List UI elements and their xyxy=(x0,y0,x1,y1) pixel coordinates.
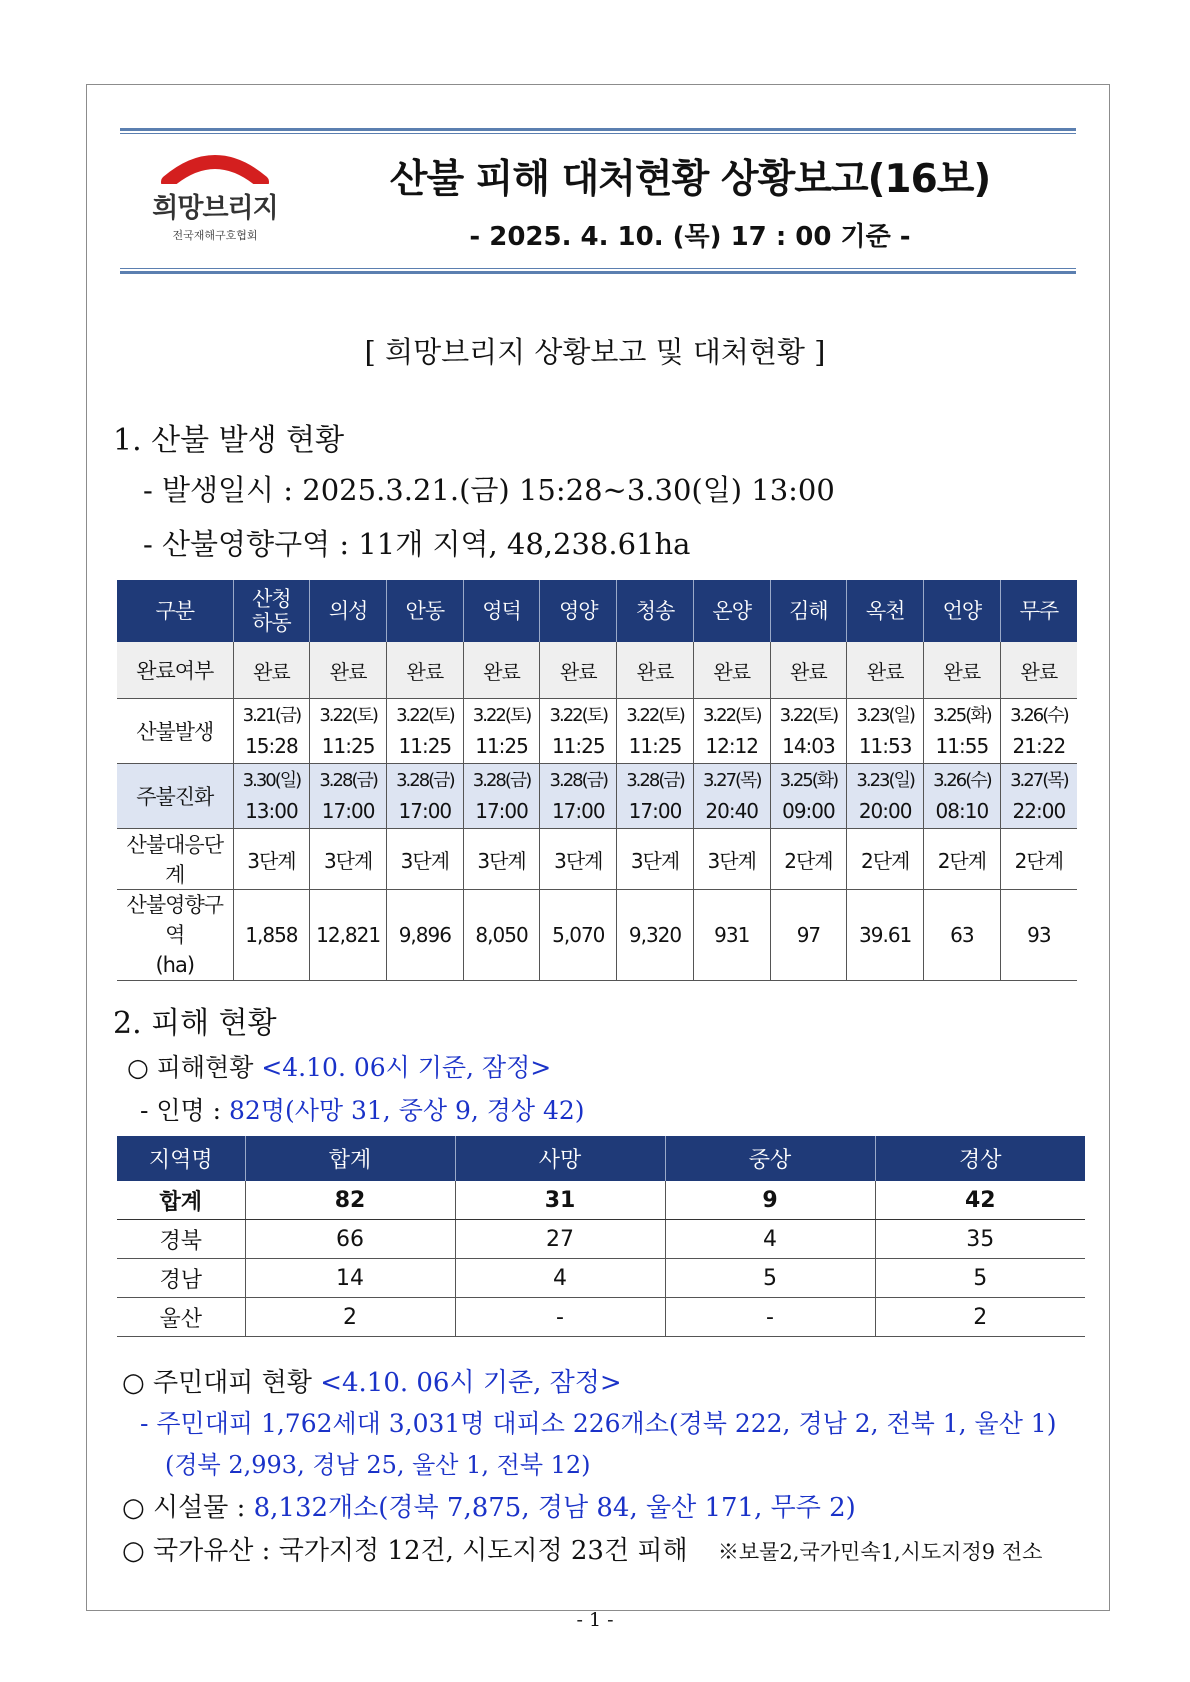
done-cell: 완료 xyxy=(1000,642,1077,699)
region-header xyxy=(1000,580,1077,642)
done-cell: 완료 xyxy=(617,642,694,699)
casualty-table xyxy=(117,1136,1085,1337)
area-cell: 97 xyxy=(770,890,847,981)
main-fire-cell-time: 17:00 xyxy=(551,799,605,823)
occur-cell-date: 3.21(금) xyxy=(242,705,301,726)
done-cell: 완료 xyxy=(693,642,770,699)
main-fire-cell xyxy=(847,764,924,829)
area-cell: 9,320 xyxy=(617,890,694,981)
casualty-cell: - xyxy=(455,1298,665,1337)
occur-cell-date: 3.23(일) xyxy=(856,705,914,726)
area-cell: 5,070 xyxy=(540,890,617,981)
occur-cell-time: 11:25 xyxy=(475,734,528,758)
region-header xyxy=(847,580,924,642)
done-cell: 완료 xyxy=(463,642,540,699)
stage-cell: 3단계 xyxy=(540,829,617,890)
area-cell: 1,858 xyxy=(233,890,310,981)
main-fire-cell-time: 17:00 xyxy=(475,799,528,823)
occur-cell-time: 11:25 xyxy=(551,734,605,758)
occur-cell xyxy=(770,699,847,764)
casualty-header: 중상 xyxy=(665,1136,875,1181)
s2-heading: 2. 피해 현황 xyxy=(113,1006,277,1041)
occur-cell xyxy=(924,699,1001,764)
main-fire-cell-date: 3.28(금) xyxy=(472,770,531,791)
area-cell: 39.61 xyxy=(847,890,924,981)
stage-cell: 2단계 xyxy=(924,829,1001,890)
casualty-cell: 2 xyxy=(875,1298,1085,1337)
casualty-header: 사망 xyxy=(455,1136,665,1181)
main-fire-cell-date: 3.28(금) xyxy=(549,770,608,791)
casualty-cell: 35 xyxy=(875,1220,1085,1259)
occur-cell-time: 15:28 xyxy=(245,734,298,758)
done-cell: 완료 xyxy=(310,642,387,699)
s1-affected-area: - 산불영향구역 : 11개 지역, 48,238.61ha xyxy=(143,527,691,561)
region-name: 영덕 xyxy=(482,598,521,623)
damage-basis: <4.10. 06시 기준, 잠정> xyxy=(261,1053,552,1082)
row-label: 완료여부 xyxy=(117,642,233,699)
occur-cell-date: 3.22(토) xyxy=(779,705,838,726)
main-fire-cell xyxy=(540,764,617,829)
casualty-cell: 경남 xyxy=(117,1259,245,1298)
section-title: [ 희망브리지 상황보고 및 대처현황 ] xyxy=(364,335,826,369)
region-header xyxy=(233,580,310,642)
s1-heading: 1. 산불 발생 현황 xyxy=(113,423,345,458)
fire-table-row-main xyxy=(117,764,1077,829)
occur-cell xyxy=(386,699,463,764)
main-fire-cell-date: 3.28(금) xyxy=(396,770,454,791)
occur-cell-date: 3.22(토) xyxy=(319,705,377,726)
main-fire-cell-time: 09:00 xyxy=(782,799,835,823)
done-cell: 완료 xyxy=(924,642,1001,699)
occur-cell-date: 3.25(화) xyxy=(933,705,991,726)
casualty-cell: 5 xyxy=(875,1259,1085,1298)
casualty-cell: 82 xyxy=(245,1181,455,1220)
main-fire-cell xyxy=(617,764,694,829)
heritage-line xyxy=(122,1530,1042,1567)
fire-table-row-done xyxy=(117,642,1077,699)
casualty-cell: 4 xyxy=(665,1220,875,1259)
logo-arc-icon xyxy=(160,150,270,184)
casualty-header: 지역명 xyxy=(117,1136,245,1181)
main-fire-cell-date: 3.28(금) xyxy=(626,770,684,791)
fire-table-row-occur xyxy=(117,699,1077,764)
fire-status-table xyxy=(117,580,1077,981)
casualty-cell: 9 xyxy=(665,1181,875,1220)
fire-table-header-row xyxy=(117,580,1077,642)
region-header xyxy=(463,580,540,642)
done-cell: 완료 xyxy=(847,642,924,699)
stage-cell: 3단계 xyxy=(617,829,694,890)
occur-cell-date: 3.22(토) xyxy=(396,705,454,726)
done-cell: 완료 xyxy=(770,642,847,699)
main-fire-cell-time: 13:00 xyxy=(245,799,298,823)
occur-cell xyxy=(310,699,387,764)
occur-cell-time: 11:25 xyxy=(628,734,682,758)
main-fire-cell-time: 17:00 xyxy=(628,799,682,823)
region-header xyxy=(386,580,463,642)
casualty-cell: 14 xyxy=(245,1259,455,1298)
table-row xyxy=(117,1220,1085,1259)
main-fire-cell xyxy=(386,764,463,829)
occur-cell-date: 3.22(토) xyxy=(472,705,531,726)
main-fire-cell-time: 20:40 xyxy=(705,799,759,823)
main-fire-cell xyxy=(693,764,770,829)
table-row xyxy=(117,1298,1085,1337)
area-cell: 93 xyxy=(1000,890,1077,981)
region-header xyxy=(693,580,770,642)
fire-table-row-area xyxy=(117,890,1077,981)
main-fire-cell-date: 3.28(금) xyxy=(319,770,377,791)
area-cell: 63 xyxy=(924,890,1001,981)
heritage-note: ※보물2,국가민속1,시도지정9 전소 xyxy=(717,1540,1043,1564)
people-value: 82명(사망 31, 중상 9, 경상 42) xyxy=(229,1096,585,1125)
main-fire-cell xyxy=(1000,764,1077,829)
main-fire-cell xyxy=(924,764,1001,829)
row-label-main: 산불영향구역 xyxy=(126,893,223,947)
page-number: - 1 - xyxy=(576,1609,614,1631)
region-name: 김해 xyxy=(789,598,828,623)
evac-line xyxy=(122,1362,622,1399)
people-line xyxy=(140,1091,585,1127)
occur-cell xyxy=(463,699,540,764)
main-fire-cell-date: 3.23(일) xyxy=(856,770,914,791)
casualty-header: 합계 xyxy=(245,1136,455,1181)
casualty-cell: 울산 xyxy=(117,1298,245,1337)
stage-cell: 3단계 xyxy=(310,829,387,890)
hopebridge-logo xyxy=(140,150,290,250)
casualty-cell: 2 xyxy=(245,1298,455,1337)
facility-line xyxy=(122,1487,856,1524)
casualty-cell: 5 xyxy=(665,1259,875,1298)
logo-subtitle: 전국재해구호협회 xyxy=(172,229,258,242)
stage-cell: 2단계 xyxy=(770,829,847,890)
region-name: 의성 xyxy=(328,598,368,623)
occur-cell xyxy=(693,699,770,764)
occur-cell-date: 3.22(토) xyxy=(549,705,608,726)
casualty-cell: 경북 xyxy=(117,1220,245,1259)
main-fire-cell-date: 3.27(목) xyxy=(702,770,761,791)
region-name: 옥천 xyxy=(865,598,905,623)
stage-cell: 2단계 xyxy=(847,829,924,890)
evac-detail-2: (경북 2,993, 경남 25, 울산 1, 전북 12) xyxy=(165,1451,591,1479)
occur-cell-time: 11:25 xyxy=(321,734,375,758)
main-fire-cell-time: 17:00 xyxy=(398,799,452,823)
report-date: - 2025. 4. 10. (목) 17 : 00 기준 - xyxy=(469,222,911,252)
occur-cell-time: 14:03 xyxy=(782,734,835,758)
region-name: 언양 xyxy=(942,598,982,623)
main-fire-cell-date: 3.26(수) xyxy=(933,770,991,791)
evac-label: ○ 주민대피 현황 xyxy=(122,1368,312,1398)
occur-cell-time: 21:22 xyxy=(1012,734,1066,758)
header-rule-top xyxy=(120,128,1076,134)
stage-cell: 3단계 xyxy=(693,829,770,890)
casualty-cell: 27 xyxy=(455,1220,665,1259)
occur-cell-date: 3.26(수) xyxy=(1010,705,1068,726)
occur-cell xyxy=(1000,699,1077,764)
row-label: 주불진화 xyxy=(117,764,233,829)
facility-value: 8,132개소(경북 7,875, 경남 84, 울산 171, 무주 2) xyxy=(253,1493,856,1523)
stage-cell: 3단계 xyxy=(386,829,463,890)
casualty-cell: 42 xyxy=(875,1181,1085,1220)
region-name: 청송 xyxy=(635,598,675,623)
region-header xyxy=(617,580,694,642)
casualty-header-row xyxy=(117,1136,1085,1181)
occur-cell xyxy=(617,699,694,764)
fire-table-row-stage xyxy=(117,829,1077,890)
report-title: 산불 피해 대처현황 상황보고(16보) xyxy=(389,157,991,202)
occur-cell-time: 12:12 xyxy=(705,734,759,758)
region-header xyxy=(770,580,847,642)
casualty-cell: 합계 xyxy=(117,1181,245,1220)
damage-line xyxy=(127,1048,551,1084)
area-cell: 9,896 xyxy=(386,890,463,981)
row-label-unit: (ha) xyxy=(155,953,195,977)
region-name: 하동 xyxy=(252,611,291,635)
occur-cell xyxy=(847,699,924,764)
occur-cell-date: 3.22(토) xyxy=(702,705,761,726)
region-name: 온양 xyxy=(712,598,751,623)
area-cell: 8,050 xyxy=(463,890,540,981)
casualty-header: 경상 xyxy=(875,1136,1085,1181)
done-cell: 완료 xyxy=(386,642,463,699)
table-row xyxy=(117,1259,1085,1298)
occur-cell-time: 11:55 xyxy=(935,734,989,758)
row-label xyxy=(117,890,233,981)
region-name: 안동 xyxy=(405,598,445,623)
heritage-label: ○ 국가유산 : 국가지정 12건, 시도지정 23건 피해 xyxy=(122,1536,688,1566)
evac-basis: <4.10. 06시 기준, 잠정> xyxy=(320,1368,622,1398)
s1-occurrence-time: - 발생일시 : 2025.3.21.(금) 15:28~3.30(일) 13:00 xyxy=(143,473,835,507)
main-fire-cell xyxy=(310,764,387,829)
done-cell: 완료 xyxy=(540,642,617,699)
main-fire-cell xyxy=(770,764,847,829)
main-fire-cell-date: 3.27(목) xyxy=(1010,770,1068,791)
main-fire-cell-time: 22:00 xyxy=(1012,799,1066,823)
main-fire-cell-date: 3.25(화) xyxy=(779,770,838,791)
occur-cell xyxy=(540,699,617,764)
people-label: - 인명 : xyxy=(140,1096,222,1125)
main-fire-cell-time: 08:10 xyxy=(935,799,989,823)
area-cell: 12,821 xyxy=(310,890,387,981)
region-name: 산청 xyxy=(252,586,291,611)
casualty-cell: 4 xyxy=(455,1259,665,1298)
stage-cell: 2단계 xyxy=(1000,829,1077,890)
occur-cell-time: 11:53 xyxy=(858,734,912,758)
facility-label: ○ 시설물 : xyxy=(122,1493,246,1523)
damage-label: ○ 피해현황 xyxy=(127,1053,254,1082)
region-header xyxy=(540,580,617,642)
evac-detail-1: - 주민대피 1,762세대 3,031명 대피소 226개소(경북 222, 경남 2, 전북 1, 울산 1) xyxy=(140,1409,1057,1438)
done-cell: 완료 xyxy=(233,642,310,699)
casualty-cell: 31 xyxy=(455,1181,665,1220)
main-fire-cell-time: 20:00 xyxy=(858,799,912,823)
main-fire-cell-date: 3.30(일) xyxy=(242,770,301,791)
region-name: 무주 xyxy=(1019,598,1059,623)
stage-cell: 3단계 xyxy=(463,829,540,890)
casualty-cell: - xyxy=(665,1298,875,1337)
main-fire-cell xyxy=(463,764,540,829)
main-fire-cell xyxy=(233,764,310,829)
row-label: 산불발생 xyxy=(117,699,233,764)
occur-cell xyxy=(233,699,310,764)
table-row xyxy=(117,1181,1085,1220)
row-label: 산불대응단계 xyxy=(117,829,233,890)
region-header xyxy=(924,580,1001,642)
main-fire-cell-time: 17:00 xyxy=(321,799,375,823)
occur-cell-time: 11:25 xyxy=(398,734,452,758)
occur-cell-date: 3.22(토) xyxy=(626,705,684,726)
logo-name: 희망브리지 xyxy=(152,193,278,224)
header-rule-bottom xyxy=(120,268,1076,274)
region-name: 영양 xyxy=(558,598,598,623)
region-header xyxy=(310,580,387,642)
fire-table-header-label: 구분 xyxy=(117,580,233,642)
stage-cell: 3단계 xyxy=(233,829,310,890)
casualty-cell: 66 xyxy=(245,1220,455,1259)
area-cell: 931 xyxy=(693,890,770,981)
